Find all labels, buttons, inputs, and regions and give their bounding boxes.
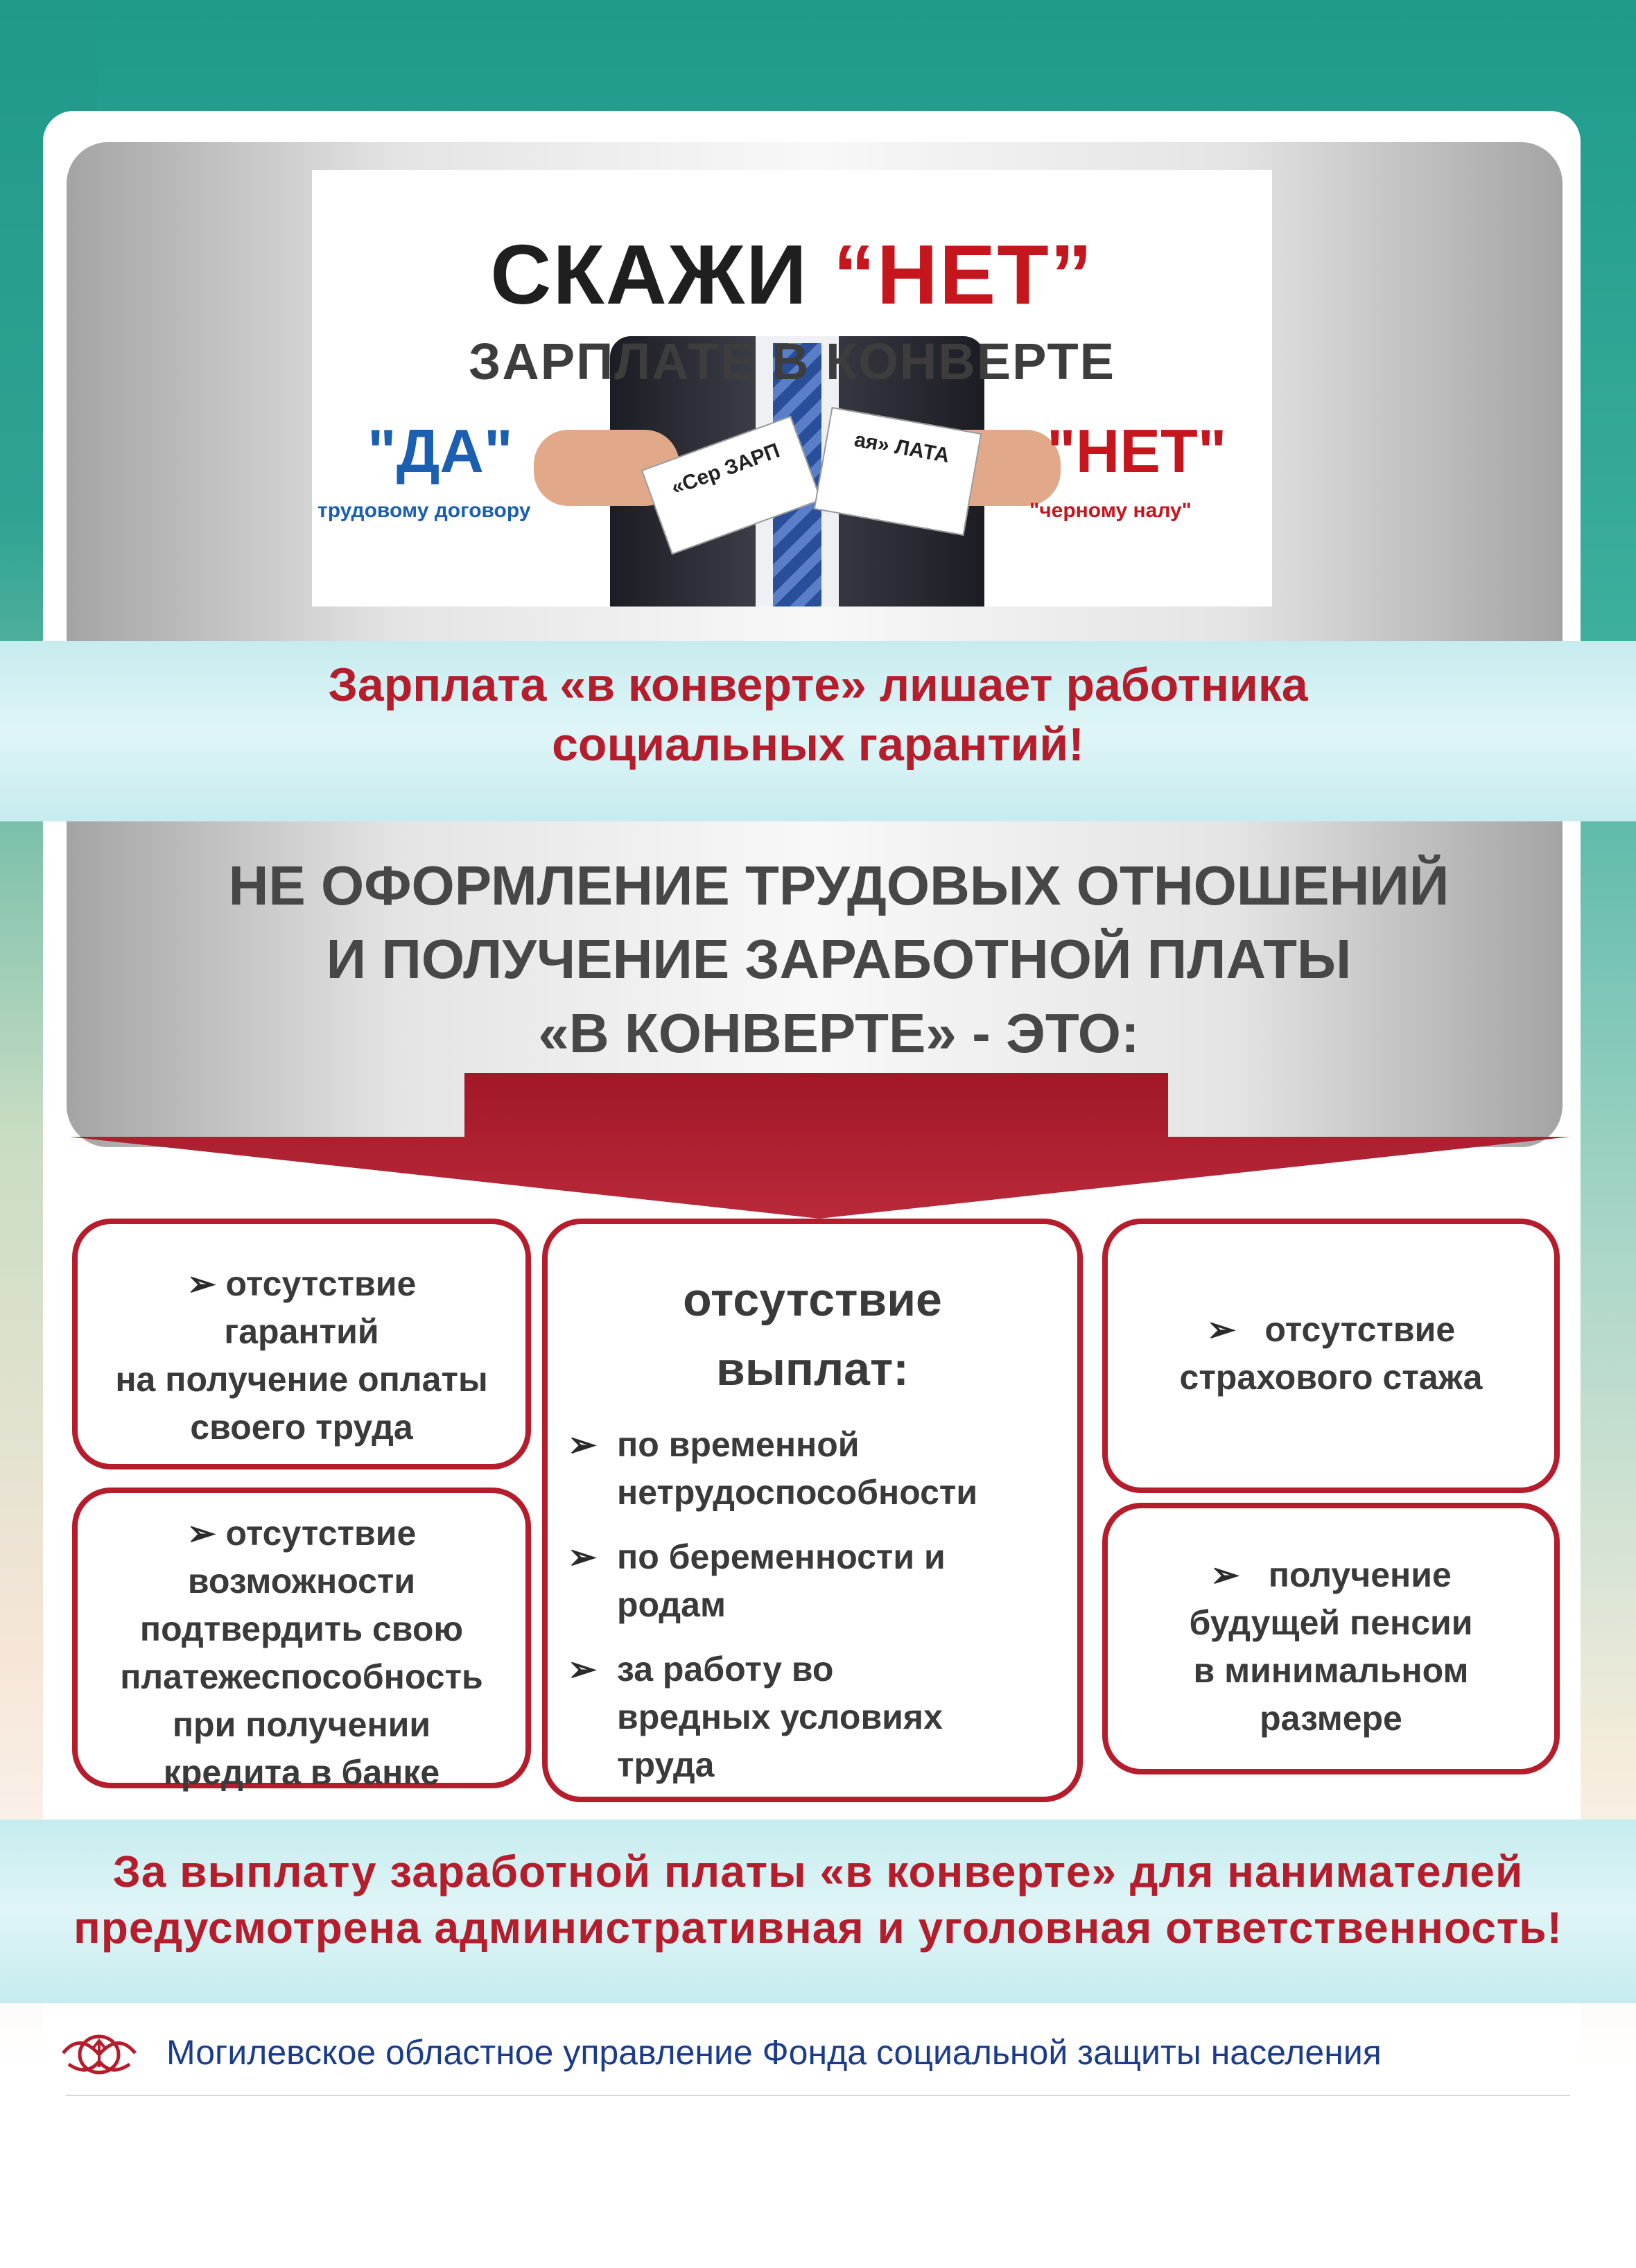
heading-line2: И ПОЛУЧЕНИЕ ЗАРАБОТНОЙ ПЛАТЫ: [326, 928, 1352, 991]
bottom-strip-text: [0, 1844, 1636, 1957]
payment-item: [548, 1421, 1077, 1517]
box-credit-line6: кредита в банке: [163, 1753, 440, 1792]
box-no-insurance-record: [1102, 1219, 1560, 1493]
box-credit-line4: платежеспособность: [120, 1657, 483, 1696]
marker-icon: ➢: [1210, 1555, 1240, 1594]
top-strip-line1: Зарплата «в конверте» лишает работника: [328, 658, 1308, 711]
payment-item-line: по беременности и: [617, 1537, 946, 1576]
marker-icon: ➢: [1206, 1310, 1236, 1349]
banner-title-part1: СКАЖИ: [490, 227, 833, 322]
bottom-strip: [0, 1820, 1636, 2003]
box-pension-line3: в минимальном: [1193, 1651, 1469, 1690]
payment-item-line: родам: [617, 1585, 726, 1624]
fund-emblem-icon: [59, 2025, 139, 2081]
footer-org-name: Могилевское областное управление Фонда социальной защиты населения: [166, 2033, 1382, 2072]
box-insurance-line2: страхового стажа: [1179, 1358, 1483, 1397]
box-guarantees-line1: отсутствие: [225, 1264, 417, 1303]
payment-item-line: по временной: [617, 1424, 860, 1464]
box-pension-line2: будущей пенсии: [1189, 1603, 1473, 1642]
box-payments-head1: отсутствие: [683, 1273, 942, 1326]
marker-icon: ➢: [568, 1649, 597, 1689]
box-credit-line2: возможности: [187, 1562, 416, 1600]
heading-line3: «В КОНВЕРТЕ» - ЭТО:: [538, 1002, 1140, 1064]
box-credit-line3: подтвердить свою: [139, 1610, 464, 1648]
payment-item: [548, 1533, 1077, 1629]
banner-title-part2: “НЕТ”: [833, 227, 1094, 322]
banner-subtitle: ЗАРПЛАТЕ В КОНВЕРТЕ: [468, 333, 1116, 390]
banner-yes-caption: трудовому договору: [317, 499, 531, 522]
payment-item-line: нетрудоспособности: [617, 1472, 978, 1512]
marker-icon: ➢: [568, 1424, 597, 1464]
payment-item-line: за работу во: [617, 1649, 834, 1689]
top-strip-line2: социальных гарантий!: [552, 718, 1084, 771]
box-guarantees-line2: гарантий: [224, 1312, 379, 1351]
marker-icon: ➢: [186, 1514, 216, 1553]
box-minimal-pension: [1102, 1503, 1560, 1774]
box-guarantees-line4: своего труда: [190, 1408, 413, 1447]
heading-line1: НЕ ОФОРМЛЕНИЕ ТРУДОВЫХ ОТНОШЕНИЙ: [228, 855, 1450, 916]
box-no-guarantees: [72, 1219, 531, 1469]
top-strip-text: [0, 655, 1636, 775]
box-insurance-line1: отсутствие: [1264, 1310, 1456, 1349]
payment-item-line: труда: [617, 1745, 715, 1784]
box-payments-head2: выплат:: [716, 1342, 909, 1395]
box-credit-line5: при получении: [172, 1705, 431, 1744]
box-pension-line1: получение: [1268, 1555, 1452, 1594]
main-heading: [104, 849, 1574, 1070]
bottom-strip-line2: предусмотрена административная и уголовная ответственность!: [73, 1903, 1563, 1953]
banner-no-label: "НЕТ": [1047, 417, 1227, 485]
box-pension-line4: размере: [1260, 1699, 1402, 1738]
footer: [55, 2024, 1581, 2086]
marker-icon: ➢: [186, 1264, 216, 1303]
box-credit-line1: отсутствие: [225, 1514, 417, 1553]
banner-image: [312, 170, 1272, 607]
down-arrow-icon: [69, 1073, 1570, 1219]
payment-item: [548, 1646, 1077, 1789]
banner-no-caption: "черному налу": [1029, 499, 1192, 522]
top-strip: [0, 641, 1636, 821]
payment-item-line: вредных условиях: [617, 1697, 943, 1736]
box-payments-heading: [548, 1266, 1077, 1404]
box-guarantees-line3: на получение оплаты: [115, 1360, 488, 1399]
footer-divider: [66, 2095, 1570, 2096]
box-no-payments: [542, 1219, 1083, 1802]
box-no-credit-proof: [72, 1488, 531, 1792]
banner-yes-label: "ДА": [367, 417, 513, 485]
banner-title: [312, 227, 1272, 322]
banner-note-right: ая» ЛАТА: [814, 407, 982, 536]
banner-note-left: «Сер ЗАРП: [641, 416, 822, 555]
marker-icon: ➢: [568, 1537, 597, 1576]
bottom-strip-line1: За выплату заработной платы «в конверте» для нанимателей: [112, 1847, 1524, 1896]
